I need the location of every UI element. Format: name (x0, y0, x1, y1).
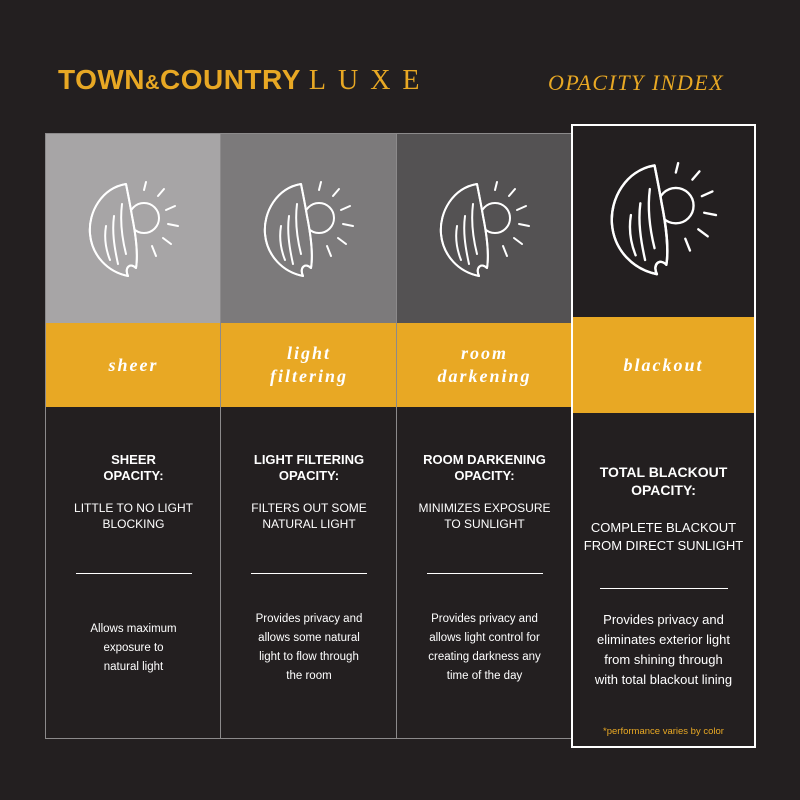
column-body (573, 413, 754, 746)
brand-ampersand: & (145, 72, 160, 94)
opacity-band-blackout (573, 317, 754, 413)
opacity-title: TOTAL BLACKOUT OPACITY: (599, 464, 728, 498)
page-title: OPACITY INDEX (548, 70, 725, 95)
column-body (46, 407, 221, 738)
column-body (397, 407, 572, 738)
brand-logo (58, 64, 432, 97)
band-label: light filtering (269, 343, 348, 386)
divider (76, 573, 192, 574)
opacity-title: SHEER OPACITY: (103, 452, 164, 483)
column-light-filtering (220, 133, 397, 739)
column-body (221, 407, 397, 738)
band-label: sheer (108, 354, 159, 375)
divider (600, 588, 728, 589)
opacity-title: ROOM DARKENING OPACITY: (423, 452, 546, 483)
opacity-swatch-light-filtering (221, 134, 397, 323)
opacity-description: Provides privacy and allows light control for creating darkness any time of the day (428, 613, 541, 682)
opacity-description: Provides privacy and allows some natural light to flow through the room (255, 613, 363, 682)
opacity-band-sheer (46, 323, 221, 407)
band-label: blackout (623, 354, 704, 375)
column-room-darkening (396, 133, 573, 739)
opacity-subtitle: COMPLETE BLACKOUT FROM DIRECT SUNLIGHT (583, 520, 744, 553)
performance-note: *performance varies by color (603, 726, 724, 737)
opacity-swatch-room-darkening (397, 134, 572, 323)
divider (251, 573, 367, 574)
opacity-band-light-filtering (221, 323, 397, 407)
column-sheer (45, 133, 221, 739)
opacity-swatch-blackout (573, 126, 754, 317)
brand-country: COUNTRY (159, 64, 301, 95)
band-label: room darkening (437, 343, 532, 386)
opacity-description: Provides privacy and eliminates exterior light from shining through with total blackout lining (594, 612, 733, 687)
curtain-sun-icon (259, 176, 359, 286)
opacity-subtitle: MINIMIZES EXPOSURE TO SUNLIGHT (418, 501, 551, 531)
brand-luxe: LUXE (308, 65, 432, 96)
opacity-subtitle: LITTLE TO NO LIGHT BLOCKING (74, 501, 193, 531)
opacity-band-room-darkening (397, 323, 572, 407)
divider (427, 573, 543, 574)
column-blackout (571, 124, 756, 748)
curtain-sun-icon (435, 176, 535, 286)
brand-town: TOWN (58, 64, 146, 95)
opacity-title: LIGHT FILTERING OPACITY: (253, 452, 365, 483)
curtain-sun-icon (84, 176, 184, 286)
opacity-subtitle: FILTERS OUT SOME NATURAL LIGHT (251, 501, 367, 531)
curtain-sun-icon (599, 156, 729, 286)
opacity-description: Allows maximum exposure to natural light (90, 623, 177, 673)
opacity-swatch-sheer (46, 134, 221, 323)
